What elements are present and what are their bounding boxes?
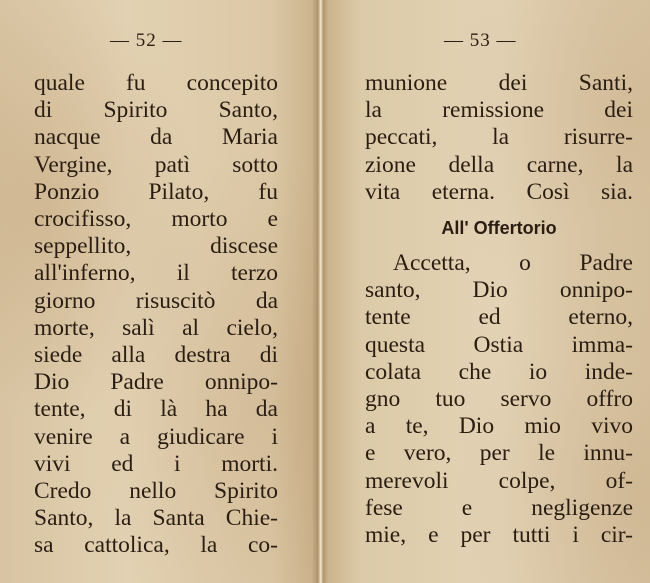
text-line: seppellito, discese xyxy=(34,233,278,260)
page-number-left: — 52 — xyxy=(110,30,183,51)
text-line: Ponzio Pilato, fu xyxy=(34,178,278,205)
text-line: colata che io inde- xyxy=(365,358,633,385)
text-line: e vero, per le innu- xyxy=(365,440,633,467)
text-line: crocifisso, morto e xyxy=(34,206,278,233)
text-line: la remissione dei xyxy=(365,97,633,124)
text-line: vita eterna. Così sia. xyxy=(365,178,633,205)
text-line: siede alla destra di xyxy=(34,342,278,369)
text-line: giorno risuscitò da xyxy=(34,287,278,314)
text-line: venire a giudicare i xyxy=(34,423,278,450)
text-line: morte, salì al cielo, xyxy=(34,314,278,341)
text-line: peccati, la risurre- xyxy=(365,124,633,151)
text-line: di Spirito Santo, xyxy=(34,97,278,124)
left-page xyxy=(0,0,318,583)
right-page-text xyxy=(365,70,633,549)
page-number-right: — 53 — xyxy=(444,30,517,51)
text-line: Credo nello Spirito xyxy=(34,478,278,505)
left-page-text xyxy=(34,70,278,560)
text-line: Dio Padre onnipo- xyxy=(34,369,278,396)
text-line: Accetta, o Padre xyxy=(393,250,633,277)
text-line: vivi ed i morti. xyxy=(34,450,278,477)
text-line: merevoli colpe, of- xyxy=(365,467,633,494)
text-line: zione della carne, la xyxy=(365,151,633,178)
text-line: sa cattolica, la co- xyxy=(34,532,278,559)
section-heading: All' Offertorio xyxy=(441,218,557,239)
text-line: tente, di là ha da xyxy=(34,396,278,423)
text-line: all'inferno, il terzo xyxy=(34,260,278,287)
text-line: questa Ostia imma- xyxy=(365,331,633,358)
text-line: Santo, la Santa Chie- xyxy=(34,505,278,532)
text-line: Vergine, patì sotto xyxy=(34,151,278,178)
book-gutter xyxy=(312,0,328,583)
text-line: quale fu concepito xyxy=(34,70,278,96)
text-line: gno tuo servo offro xyxy=(365,386,633,413)
text-line: mie, e per tutti i cir- xyxy=(365,522,633,549)
text-line: a te, Dio mio vivo xyxy=(365,413,633,440)
text-line: nacque da Maria xyxy=(34,124,278,151)
text-line: tente ed eterno, xyxy=(365,304,633,331)
right-page xyxy=(322,0,650,583)
text-line: fese e negligenze xyxy=(365,494,633,521)
text-line: munione dei Santi, xyxy=(365,70,633,96)
text-line: santo, Dio onnipo- xyxy=(365,277,633,304)
